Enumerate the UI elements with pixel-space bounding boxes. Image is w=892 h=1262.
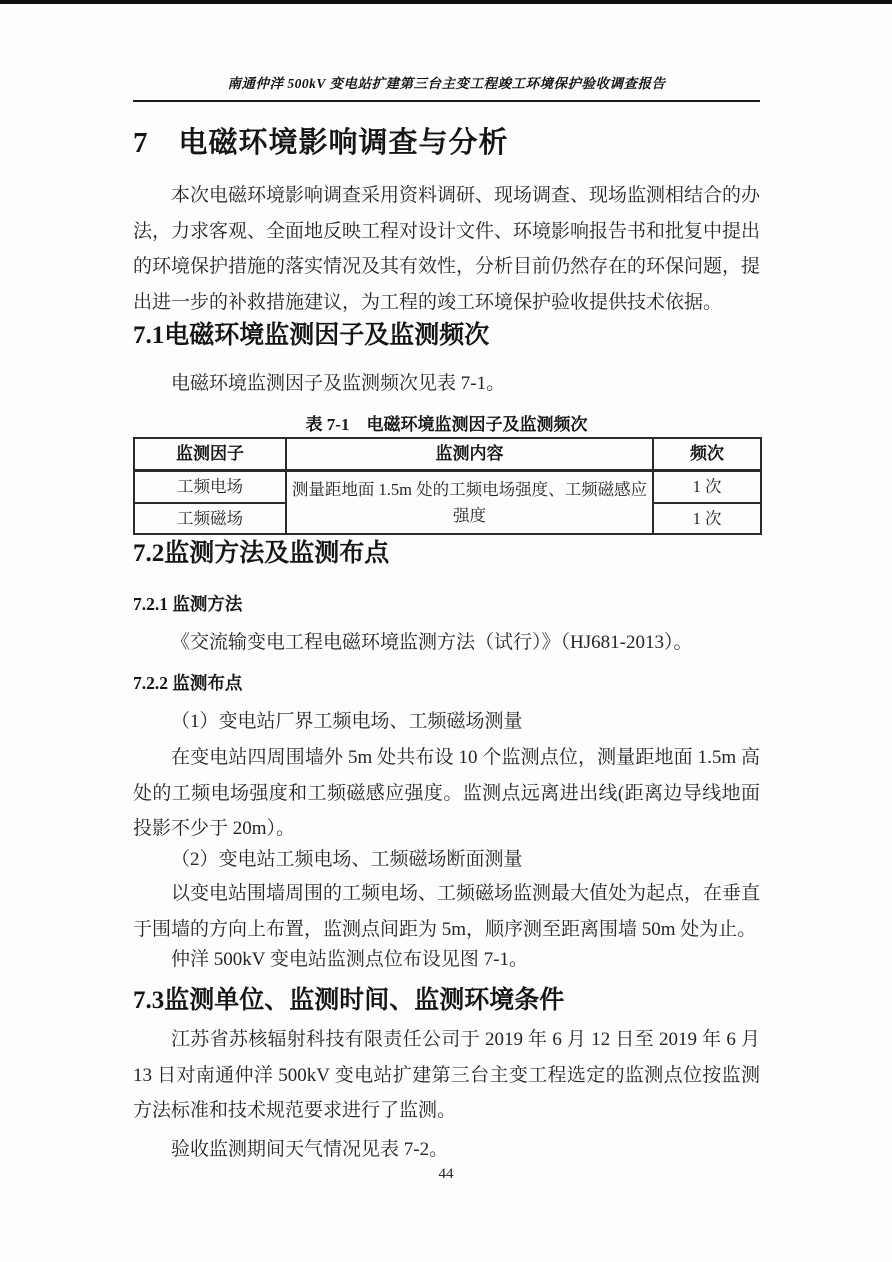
item-2-body: 以变电站围墙周围的工频电场、工频磁场监测最大值处为起点，在垂直于围墙的方向上布置，监测点间距为 5m，顺序测至距离围墙 50m 处为止。: [133, 883, 761, 940]
chapter-7-title: 7 电磁环境影响调查与分析: [133, 127, 509, 159]
running-header: 南通仲洋 500kV 变电站扩建第三台主变工程竣工环境保护验收调查报告: [227, 76, 666, 91]
chapter-7-intro-paragraph: 本次电磁环境影响调查采用资料调研、现场调查、现场监测相结合的办法，力求客观、全面地反映工程对设计文件、环境影响报告书和批复中提出的环境保护措施的落实情况及其有效性，分析目前仍然存在的环保问题，提出进一步的补救措施建议，为工程的竣工环境保护验收提供技术依据。: [133, 185, 761, 313]
factor-cell: 工频磁场: [134, 503, 286, 535]
section-7-1-intro: 电磁环境监测因子及监测频次见表 7-1。: [171, 373, 506, 394]
frequency-cell: 1 次: [653, 503, 761, 535]
section-7-3-body: 江苏省苏核辐射科技有限责任公司于 2019 年 6 月 12 日至 2019 年 6 月 13 日对南通仲洋 500kV 变电站扩建第三台主变工程选定的监测点位按监测方法标准和技术规范要求进行了监测。: [133, 1029, 760, 1121]
page-content: [133, 0, 760, 1262]
table-row: [134, 471, 761, 503]
section-7-2-title: 7.2监测方法及监测布点: [133, 540, 390, 567]
item-1-title: （1）变电站厂界工频电场、工频磁场测量: [171, 711, 523, 732]
table-7-1-caption: 表 7-1 电磁环境监测因子及监测频次: [305, 415, 588, 434]
section-7-2-2-title: 7.2.2 监测布点: [133, 673, 243, 693]
col-header-content: 监测内容: [286, 438, 653, 471]
table-header-row: [134, 438, 761, 471]
table-7-1: [133, 437, 760, 535]
merged-content-cell: 测量距地面 1.5m 处的工频电场强度、工频磁感应强度: [286, 471, 653, 535]
col-header-frequency: 频次: [653, 438, 761, 471]
factor-cell: 工频电场: [134, 471, 286, 503]
section-7-1-title: 7.1电磁环境监测因子及监测频次: [133, 322, 490, 349]
section-7-3-note: 验收监测期间天气情况见表 7-2。: [171, 1139, 449, 1160]
section-7-2-1-title: 7.2.1 监测方法: [133, 594, 243, 614]
header-rule: [133, 100, 760, 102]
page-number: 44: [438, 1166, 454, 1182]
item-1-body: 在变电站四周围墙外 5m 处共布设 10 个监测点位，测量距地面 1.5m 高处的工频电场强度和工频磁感应强度。监测点远离进出线(距离边导线地面投影不少于 20m）。: [133, 747, 760, 839]
section-7-3-title: 7.3监测单位、监测时间、监测环境条件: [133, 987, 565, 1014]
item-2-title: （2）变电站工频电场、工频磁场断面测量: [171, 849, 523, 870]
section-7-2-1-body: 《交流输变电工程电磁环境监测方法（试行）》（HJ681-2013）。: [171, 632, 693, 653]
col-header-factor: 监测因子: [134, 438, 286, 471]
frequency-cell: 1 次: [653, 471, 761, 503]
item-2-note: 仲洋 500kV 变电站监测点位布设见图 7-1。: [171, 949, 528, 970]
